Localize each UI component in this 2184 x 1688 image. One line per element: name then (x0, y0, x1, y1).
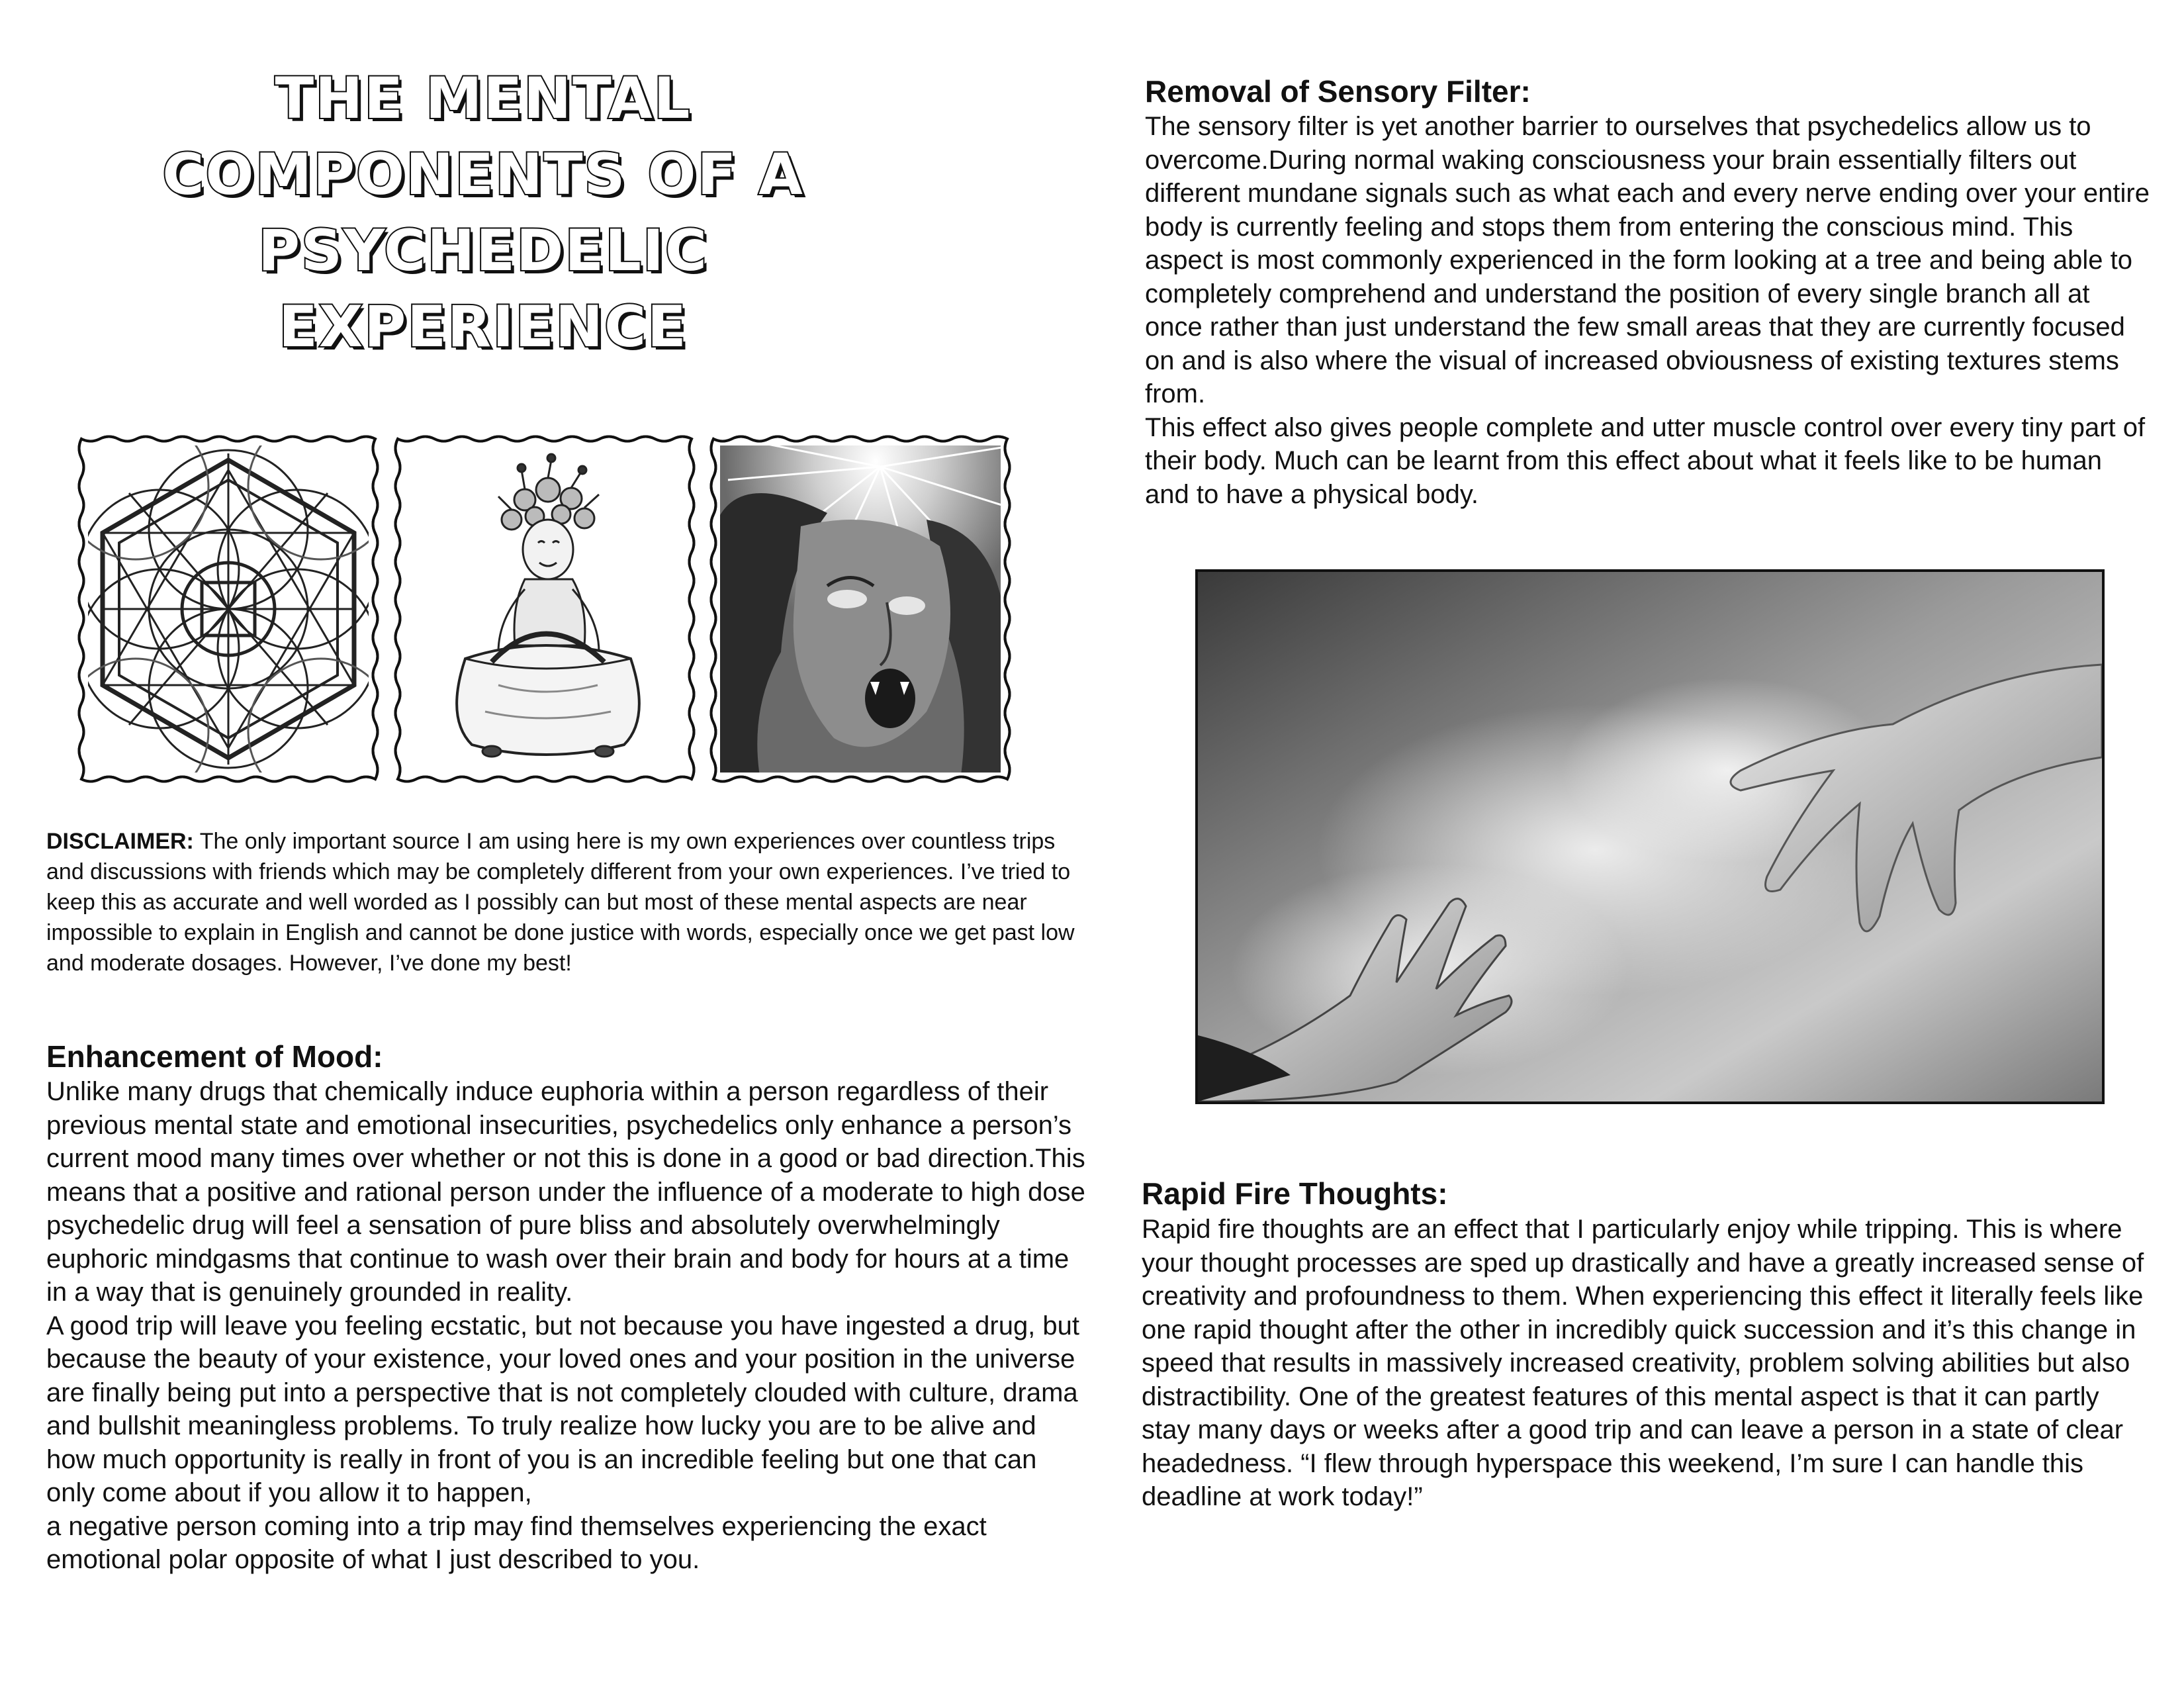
disclaimer-text: The only important source I am using here is my own experiences over countless trips and discussions with friends which may be completely different from your own experiences. I’ve tried to keep this as accurate and well worded as I possibly can but most of these mental aspects are near impossible to explain in English and cannot be done justice with words, especially once we get past low and moderate dosages. However, I’ve done my best! (46, 829, 1075, 976)
sensory-section-heading: Removal of Sensory Filter: (1145, 74, 1531, 109)
disclaimer-paragraph (46, 826, 1079, 978)
title-line: COMPONENTS OF A (162, 142, 804, 208)
mood-paragraph: a negative person coming into a trip may find themselves experiencing the exact emotional polar opposite of what I just described to you. (46, 1511, 987, 1574)
title-line: PSYCHEDELIC (257, 218, 709, 284)
title-line: THE MENTAL (275, 66, 692, 132)
sensory-section-body (1145, 110, 2151, 511)
child-with-bag-stamp-image (392, 434, 697, 784)
mood-paragraph: A good trip will leave you feeling ecstatic, but not because you have ingested a drug, but because the beauty of your existence, your loved ones and your position in the universe are finally being put into a perspective that is not completely clouded with culture, drama and bullshit meaningless problems. To truly realize how lucky you are to be alive and how much opportunity is really in front of you is an incredible feeling but one that can only come about if you allow it to happen, (46, 1311, 1080, 1507)
screaming-woman-stamp-image (708, 434, 1013, 784)
title-line: EXPERIENCE (279, 294, 688, 360)
rapid-section-heading: Rapid Fire Thoughts: (1142, 1176, 1448, 1211)
reaching-hands-photo (1195, 569, 2105, 1104)
rapid-section-body (1142, 1213, 2148, 1514)
rapid-paragraph: Rapid fire thoughts are an effect that I particularly enjoy while tripping. This is where your thought processes are sped up drastically and have a greatly increased sense of creativity and profoundness to them. When experiencing this effect it literally feels like one rapid thought after the other in incredibly quick succession and it’s this change in speed that results in massively increased creativity, problem solving abilities but also distractibility. One of the greatest features of this mental aspect is that it can partly stay many days or weeks after a good trip and can leave a person in a state of clear headedness. “I flew through hyperspace this weekend, I’m sure I can handle this deadline at work today!” (1142, 1215, 2144, 1511)
mood-section-body (46, 1075, 1085, 1577)
mood-section-heading: Enhancement of Mood: (46, 1039, 383, 1074)
sacred-geometry-stamp-image (76, 434, 381, 784)
page-title (152, 61, 814, 365)
disclaimer-label: DISCLAIMER: (46, 829, 194, 854)
mood-paragraph: Unlike many drugs that chemically induce euphoria within a person regardless of their previous mental state and emotional insecurities, psychedelics only enhance a person’s current mood many times over whether or not this is done in a good or bad direction.This means that a positive and rational person under the influence of a moderate to high dose psychedelic drug will feel a sensation of pure bliss and absolutely overwhelmingly euphoric mindgasms that continue to wash over their brain and body for hours at a time in a way that is genuinely grounded in reality. (46, 1077, 1085, 1307)
sensory-paragraph: This effect also gives people complete and utter muscle control over every tiny part of their body. Much can be learnt from this effect about what it feels like to be human and to have a physical body. (1145, 412, 2146, 509)
sensory-paragraph: The sensory filter is yet another barrier to ourselves that psychedelics allow us to overcome.During normal waking consciousness your brain essentially filters out different mundane signals such as what each and every nerve ending over your entire body is currently feeling and stops them from entering the conscious mind. This aspect is most commonly experienced in the form looking at a tree and being able to completely comprehend and understand the position of every single branch all at once rather than just understand the few small areas that they are currently focused on and is also where the visual of increased obviousness of existing textures stems from. (1145, 112, 2150, 408)
